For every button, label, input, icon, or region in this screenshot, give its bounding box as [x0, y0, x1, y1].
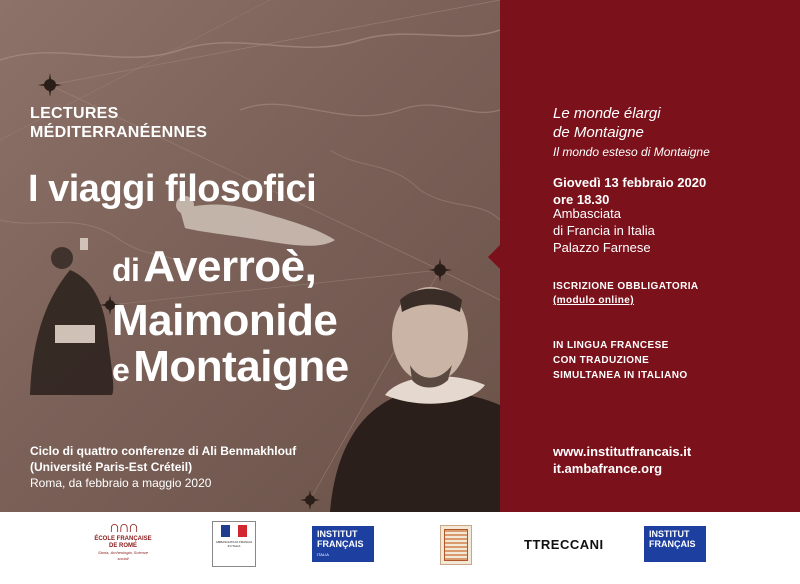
event-subtitle: Il mondo esteso di Montaigne — [553, 145, 710, 159]
if1-sub: ITALIA — [317, 552, 329, 557]
main-title-line-3 — [112, 296, 337, 346]
title-word-maimonide: Maimonide — [112, 296, 338, 345]
treccani-name: TRECCANI — [532, 537, 604, 552]
if1-line-1: INSTITUT — [317, 529, 358, 539]
montaigne-portrait-engraving — [330, 287, 500, 512]
efr-name-line-2: DE ROME — [108, 543, 137, 549]
panel-notch — [488, 245, 500, 269]
compass-rose-1-icon — [38, 73, 62, 97]
if2-line-2: FRANÇAIS — [649, 539, 696, 549]
language-line-2: CON TRADUZIONE — [553, 355, 650, 366]
title-word-averroe: Averroè, — [143, 242, 317, 291]
series-line-2: MÉDITERRANÉENNES — [30, 124, 208, 141]
cycle-line-2: (Université Paris-Est Créteil) — [30, 460, 193, 474]
if2-line-1: INSTITUT — [649, 529, 690, 539]
arches-icon: ∩∩∩ — [108, 519, 138, 536]
event-date-line-1: Giovedì 13 febbraio 2020 — [553, 175, 707, 190]
event-venue — [553, 205, 655, 256]
scholar-engraving — [30, 238, 113, 395]
title-word-e: e — [112, 352, 130, 388]
language-line-1: IN LINGUA FRANCESE — [553, 340, 669, 351]
language-info — [553, 338, 688, 383]
language-line-3: SIMULTANEA IN ITALIANO — [553, 370, 688, 381]
efr-name-line-1: ÉCOLE FRANÇAISE — [94, 536, 152, 542]
event-title-line-1: Le monde élargi — [553, 105, 661, 122]
compass-rose-4-icon — [300, 490, 320, 510]
ambafrance-link[interactable]: it.ambafrance.org — [553, 461, 663, 476]
book-cover-pattern — [444, 529, 468, 561]
series-line-1: LECTURES — [30, 105, 119, 122]
event-title — [553, 104, 661, 142]
event-info-panel — [500, 0, 800, 512]
treccani-logo — [524, 537, 604, 552]
venue-line-2: di Francia in Italia — [553, 223, 655, 238]
ecole-francaise-de-rome-logo — [92, 520, 154, 576]
institut-francais-italia-logo — [312, 526, 374, 562]
title-word-di: di — [112, 252, 140, 288]
embassy-logo-text: AMBASCIATA DI FRANCIA IN ITALIA — [215, 540, 253, 548]
event-date — [553, 174, 706, 208]
websites — [553, 443, 691, 477]
french-embassy-logo — [212, 521, 256, 567]
book-cover-logo — [440, 525, 472, 565]
institut-francais-logo — [644, 526, 706, 562]
cycle-description — [30, 443, 296, 475]
venue-line-1: Ambasciata — [553, 206, 621, 221]
main-title-line-4 — [112, 342, 349, 392]
compass-rose-2-icon — [428, 258, 452, 282]
registration-form-link[interactable]: (modulo online) — [553, 295, 634, 306]
series-name — [30, 104, 207, 142]
french-flag-icon — [221, 525, 247, 537]
event-title-line-2: de Montaigne — [553, 124, 644, 141]
main-title-line-1: I viaggi filosofici — [28, 168, 317, 210]
title-word-montaigne: Montaigne — [133, 342, 349, 391]
if1-line-2: FRANÇAIS — [317, 539, 364, 549]
institut-francais-link[interactable]: www.institutfrancais.it — [553, 444, 692, 459]
registration-info — [553, 280, 699, 308]
treccani-t-icon: T — [524, 537, 533, 552]
efr-tagline: Storia, Archeologia, Scienze sociali — [97, 550, 149, 561]
event-time: ore 18.30 — [553, 192, 610, 207]
main-title-line-2 — [112, 242, 316, 292]
cycle-dates: Roma, da febbraio a maggio 2020 — [30, 476, 212, 490]
registration-label: ISCRIZIONE OBBLIGATORIA — [553, 281, 699, 292]
venue-line-3: Palazzo Farnese — [553, 240, 651, 255]
cycle-line-1: Ciclo di quattro conferenze di Ali Benmakhlouf — [30, 444, 297, 458]
